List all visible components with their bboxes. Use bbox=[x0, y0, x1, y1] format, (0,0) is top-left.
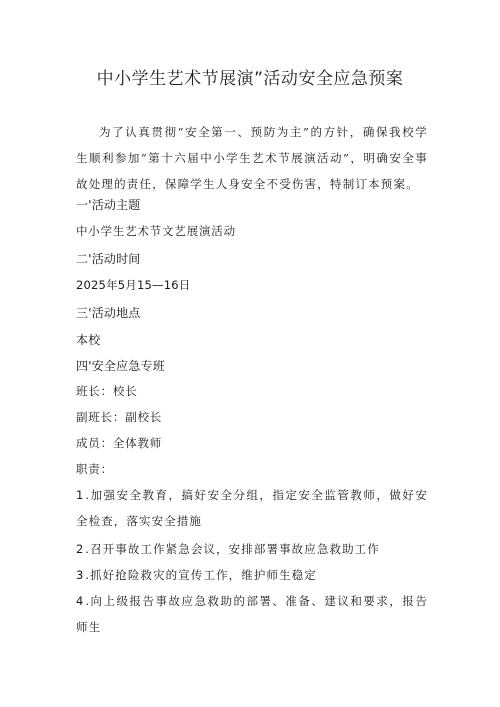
section-content-location: 本校 bbox=[76, 333, 101, 347]
duty-item bbox=[76, 482, 428, 534]
duty-text: .抓好抢险救灾的宣传工作，维护师生稳定 bbox=[85, 568, 317, 582]
duty-text: .向上级报告事故应急救助的部署、准备、建议和要求，报告师生 bbox=[76, 594, 428, 634]
duty-text: .召开事故工作紧急会议，安排部署事故应急救助工作 bbox=[85, 542, 380, 556]
duty-item bbox=[76, 562, 428, 588]
duty-number: 1 bbox=[76, 488, 84, 502]
team-deputy: 副班长：副校长 bbox=[76, 410, 163, 424]
team-members: 成员：全体教师 bbox=[76, 436, 163, 450]
section-heading-team: 四'安全应急专班 bbox=[76, 359, 165, 373]
section-heading-theme: 一'活动主题 bbox=[76, 198, 141, 212]
duty-number: 3 bbox=[76, 568, 84, 582]
duty-number: 2 bbox=[76, 542, 84, 556]
duty-text: .加强安全教育，搞好安全分组，指定安全监管教师，做好安全检查，落实安全措施 bbox=[76, 488, 428, 528]
team-leader: 班长：校长 bbox=[76, 384, 138, 398]
duty-item bbox=[76, 588, 428, 640]
section-heading-time: 二'活动时间 bbox=[76, 252, 141, 266]
section-content-theme: 中小学生艺术节文艺展演活动 bbox=[76, 224, 236, 238]
duties-label: 职责： bbox=[76, 462, 113, 476]
duty-number: 4 bbox=[76, 594, 84, 608]
document-title: 中小学生艺术节展演”活动安全应急预案 bbox=[96, 69, 404, 89]
duty-item bbox=[76, 536, 428, 562]
section-heading-location: 三'活动地点 bbox=[76, 306, 141, 320]
section-content-time: 2025年5月15—16日 bbox=[76, 278, 191, 292]
intro-paragraph: 为了认真贯彻“安全第一、预防为主”的方针，确保我校学生顺利参加“第十六届中小学生艺术节展演活动”，明确安全事故处理的责任，保障学生人身安全不受伤害，特制订本预案。 bbox=[76, 125, 428, 191]
